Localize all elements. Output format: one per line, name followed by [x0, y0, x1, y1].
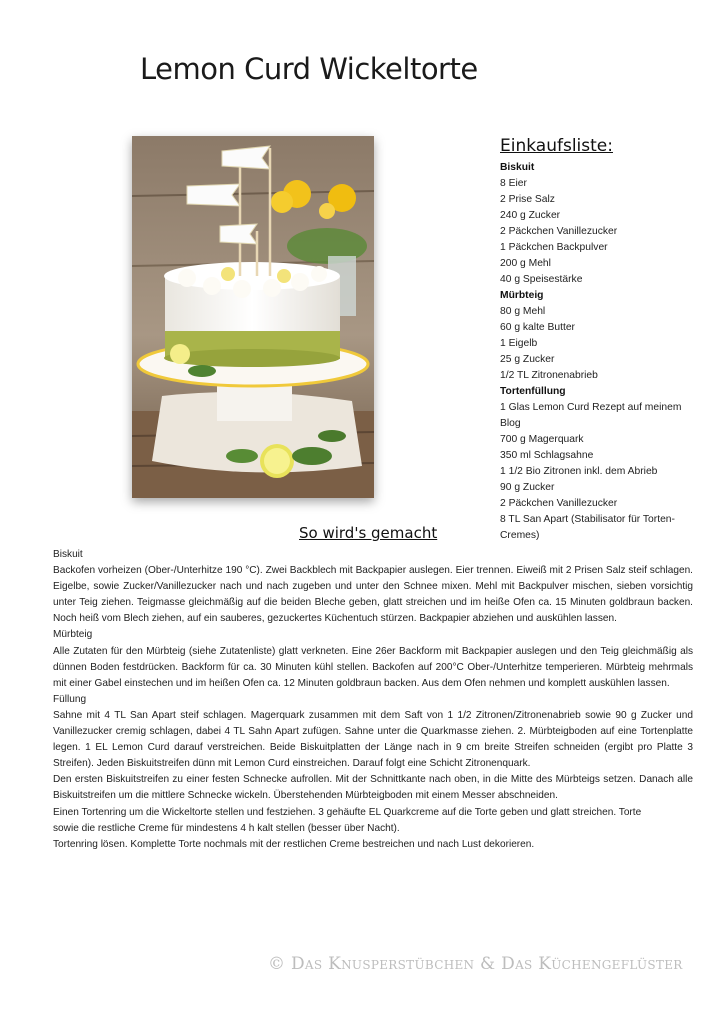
list-item: 40 g Speisestärke [500, 274, 583, 285]
list-item: 90 g Zucker [500, 482, 555, 493]
cake-illustration [132, 136, 374, 498]
list-item: 200 g Mehl [500, 258, 551, 269]
page-title: Lemon Curd Wickeltorte [140, 52, 478, 86]
paragraph: sowie die restliche Creme für mindestens 4 h kalt stellen (besser über Nacht). [53, 822, 400, 834]
paragraph: Tortenring lösen. Komplette Torte nochmals mit der restlichen Creme bestreichen und nach Lust dekorieren. [53, 838, 535, 850]
section-heading: Mürbteig [53, 629, 93, 641]
list-item: 700 g Magerquark [500, 434, 584, 445]
paragraph: Den ersten Biskuitstreifen zu einer festen Schnecke aufrollen. Mit der Schnittkante nach oben, in die Mitte des Mürbteigs setzen. Danach alle Biskuitstreifen um die mittlere Schnecke wickeln. Überstehenden Mürbteigboden mit einem Messer abschneiden. [53, 774, 693, 802]
section-heading: Füllung [53, 693, 87, 705]
cake-photo [132, 136, 374, 498]
shopping-section-title: Biskuit [500, 162, 535, 173]
paragraph: Backofen vorheizen (Ober-/Unterhitze 190 °C). Zwei Backblech mit Backpapier auslegen. Eier trennen. Eiweiß mit 2 Prisen Salz steif schlagen. Eigelbe, sowie Zucker/Vanillezucker nach und nach zugeben und unter den Schnee mixen. Mehl mit Backpulver mischen, sieben vorsichtig unter Teig ziehen. Teigmasse gleichmäßig auf die beiden Bleche geben, glatt streichen und im heiße Ofen ca. 15 Minuten goldbraun backen. Noch heiß vom Blech ziehen, auf ein sauberes, gezuckertes Küchentuch stürzen. Backpapier abziehen und auskühlen lassen. [53, 565, 693, 625]
shopping-section-title: Tortenfüllung [500, 386, 566, 397]
list-item: 8 Eier [500, 178, 527, 189]
list-item: 2 Päckchen Vanillezucker [500, 226, 618, 237]
list-item: 60 g kalte Butter [500, 322, 575, 333]
method-title: So wird's gemacht [299, 524, 438, 542]
section-heading: Biskuit [53, 549, 83, 560]
list-item: 1 Eigelb [500, 338, 538, 349]
shopping-section-title: Mürbteig [500, 290, 544, 301]
method-body [53, 547, 693, 853]
list-item: 80 g Mehl [500, 306, 546, 317]
list-item: 2 Prise Salz [500, 194, 555, 205]
shopping-section [500, 288, 700, 384]
list-item: 1 Päckchen Backpulver [500, 242, 608, 253]
list-item: 350 ml Schlagsahne [500, 450, 594, 461]
shopping-list [500, 134, 700, 544]
list-item: 2 Päckchen Vanillezucker [500, 498, 618, 509]
shopping-list-title: Einkaufsliste: [500, 136, 613, 156]
footer-copyright: © Das Knusperstübchen & Das Küchengeflüster [268, 954, 683, 974]
list-item: 240 g Zucker [500, 210, 561, 221]
paragraph: Einen Tortenring um die Wickeltorte stellen und festziehen. 3 gehäufte EL Quarkcreme auf die Torte geben und glatt streichen. Torte [53, 806, 642, 818]
paragraph: Alle Zutaten für den Mürbteig (siehe Zutatenliste) glatt verkneten. Eine 26er Backform mit Backpapier auslegen und den Teig gleichmäßig als dünnen Boden festdrücken. Backform für ca. 30 Minuten kühl stellen. Backofen auf 200°C Ober-/Unterhitze temperieren. Mürbteig mehrmals mit einer Gabel einstechen und im heißen Ofen ca. 12 Minuten goldbraun backen. Aus dem Ofen nehmen und komplett auskühlen lassen. [53, 645, 693, 689]
list-item: 1 1/2 Bio Zitronen inkl. dem Abrieb [500, 466, 658, 477]
list-item: 8 TL San Apart (Stabilisator für Torten-Cremes) [500, 514, 675, 541]
list-item: 1/2 TL Zitronenabrieb [500, 370, 598, 381]
list-item: 25 g Zucker [500, 354, 555, 365]
shopping-section [500, 160, 700, 288]
paragraph: Sahne mit 4 TL San Apart steif schlagen. Magerquark zusammen mit dem Saft von 1 1/2 Zitronen/Zitronenabrieb sowie 90 g Zucker und Vanillezucker cremig schlagen, dabei 4 TL Sahn Apart zufügen. Sahne unter die Quarkmasse ziehen. 2. Mürbteigboden auf eine Tortenplatte legen. 1 EL Lemon Curd darauf verstreichen. Beide Biskuitplatten der Länge nach in 9 cm breite Streifen schneiden (ergibt pro Platte 3 Streifen). Jeden Biskuitstreifen dünn mit Lemon Curd einstreichen. Darauf folgt eine Schicht Zitronenquark. [53, 709, 693, 770]
shopping-section [500, 384, 700, 544]
list-item: 1 Glas Lemon Curd Rezept auf meinem Blog [500, 402, 682, 429]
